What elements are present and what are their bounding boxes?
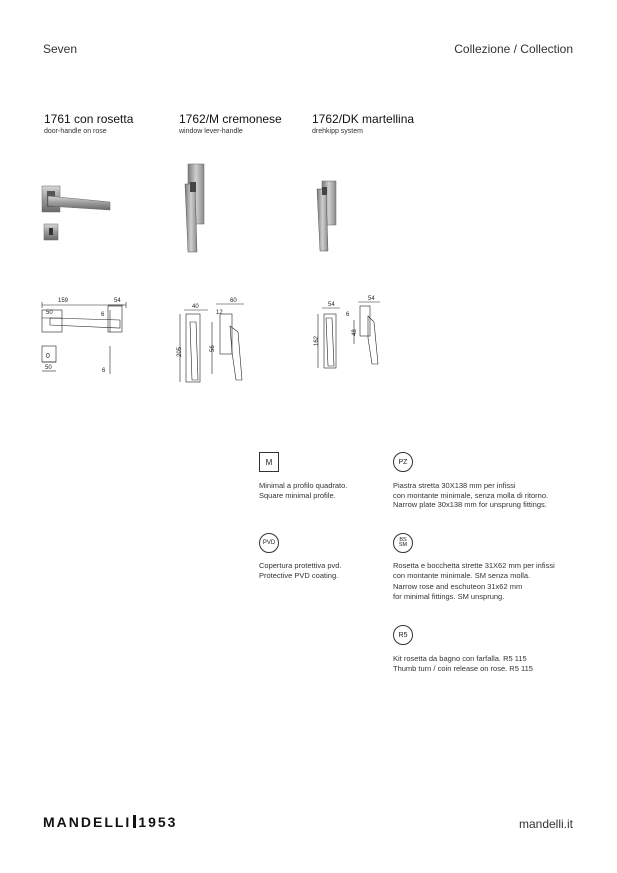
minimal-square-icon: M [259, 452, 279, 472]
dim-48: 48 [352, 329, 358, 336]
product-2-title: 1762/M cremonese [179, 112, 282, 126]
product-1-image [38, 180, 118, 245]
feature-narrow-rose-text: Rosetta e bocchetta strette 31X62 mm per infissi con montante minimale. SM senza molla. Narrow rose and eschuteon 31x62 mm for minimal fittings. SM unsprung. [393, 561, 555, 601]
series-name: Seven [43, 42, 78, 56]
dim-12: 12 [216, 310, 223, 316]
feature-minimal-text: Minimal a profilo quadrato. Square minimal profile. [259, 481, 348, 500]
dim-54-left: 54 [328, 302, 335, 308]
dim-50-bottom: 50 [45, 365, 52, 371]
dim-0: 0 [46, 353, 50, 360]
product-3-title: 1762/DK martellina [312, 112, 415, 126]
dim-60: 60 [230, 298, 237, 304]
dim-205: 205 [177, 346, 183, 357]
feature-pvd-text: Copertura protettiva pvd. Protective PVD coating. [259, 561, 342, 580]
bathroom-kit-icon: R5 [393, 625, 413, 645]
dim-162: 162 [314, 335, 320, 346]
product-2-subtitle: window lever-handle [179, 128, 243, 135]
product-1-drawing [38, 292, 138, 382]
dim-54: 54 [114, 298, 121, 304]
brand-logo: MANDELLI 1953 [43, 814, 178, 830]
product-1-subtitle: door-handle on rose [44, 128, 107, 135]
dim-6-top: 6 [101, 312, 105, 318]
narrow-plate-icon: PZ [393, 452, 413, 472]
product-2-image [175, 160, 215, 260]
dim-56: 56 [210, 345, 216, 352]
product-3-image [308, 175, 348, 260]
dim-6-bottom: 6 [102, 368, 106, 374]
dim-6: 6 [346, 312, 350, 318]
feature-narrow-plate-text: Piastra stretta 30X138 mm per infissi con montante minimale, senza molla di ritorno. Narrow plate 30x138 mm for unsprung fittings. [393, 481, 549, 509]
product-1-title: 1761 con rosetta [44, 112, 134, 126]
website-link[interactable]: mandelli.it [518, 817, 573, 831]
dim-50-top: 50 [46, 310, 53, 316]
product-3-drawing [308, 292, 388, 377]
product-2-drawing [172, 292, 252, 392]
logo-separator [133, 815, 136, 828]
pvd-coating-icon: PVD [259, 533, 279, 553]
dim-40: 40 [192, 304, 199, 310]
feature-bathroom-kit-text: Kit rosetta da bagno con farfalla. R5 115 Thumb turn / coin release on rose. R5 115 [393, 654, 533, 673]
dim-54-right: 54 [368, 296, 375, 302]
collection-label: Collezione / Collection [454, 42, 573, 56]
narrow-rose-icon: BS SM [393, 533, 413, 553]
dim-159: 159 [58, 298, 69, 304]
product-3-subtitle: drehkipp system [312, 128, 363, 135]
